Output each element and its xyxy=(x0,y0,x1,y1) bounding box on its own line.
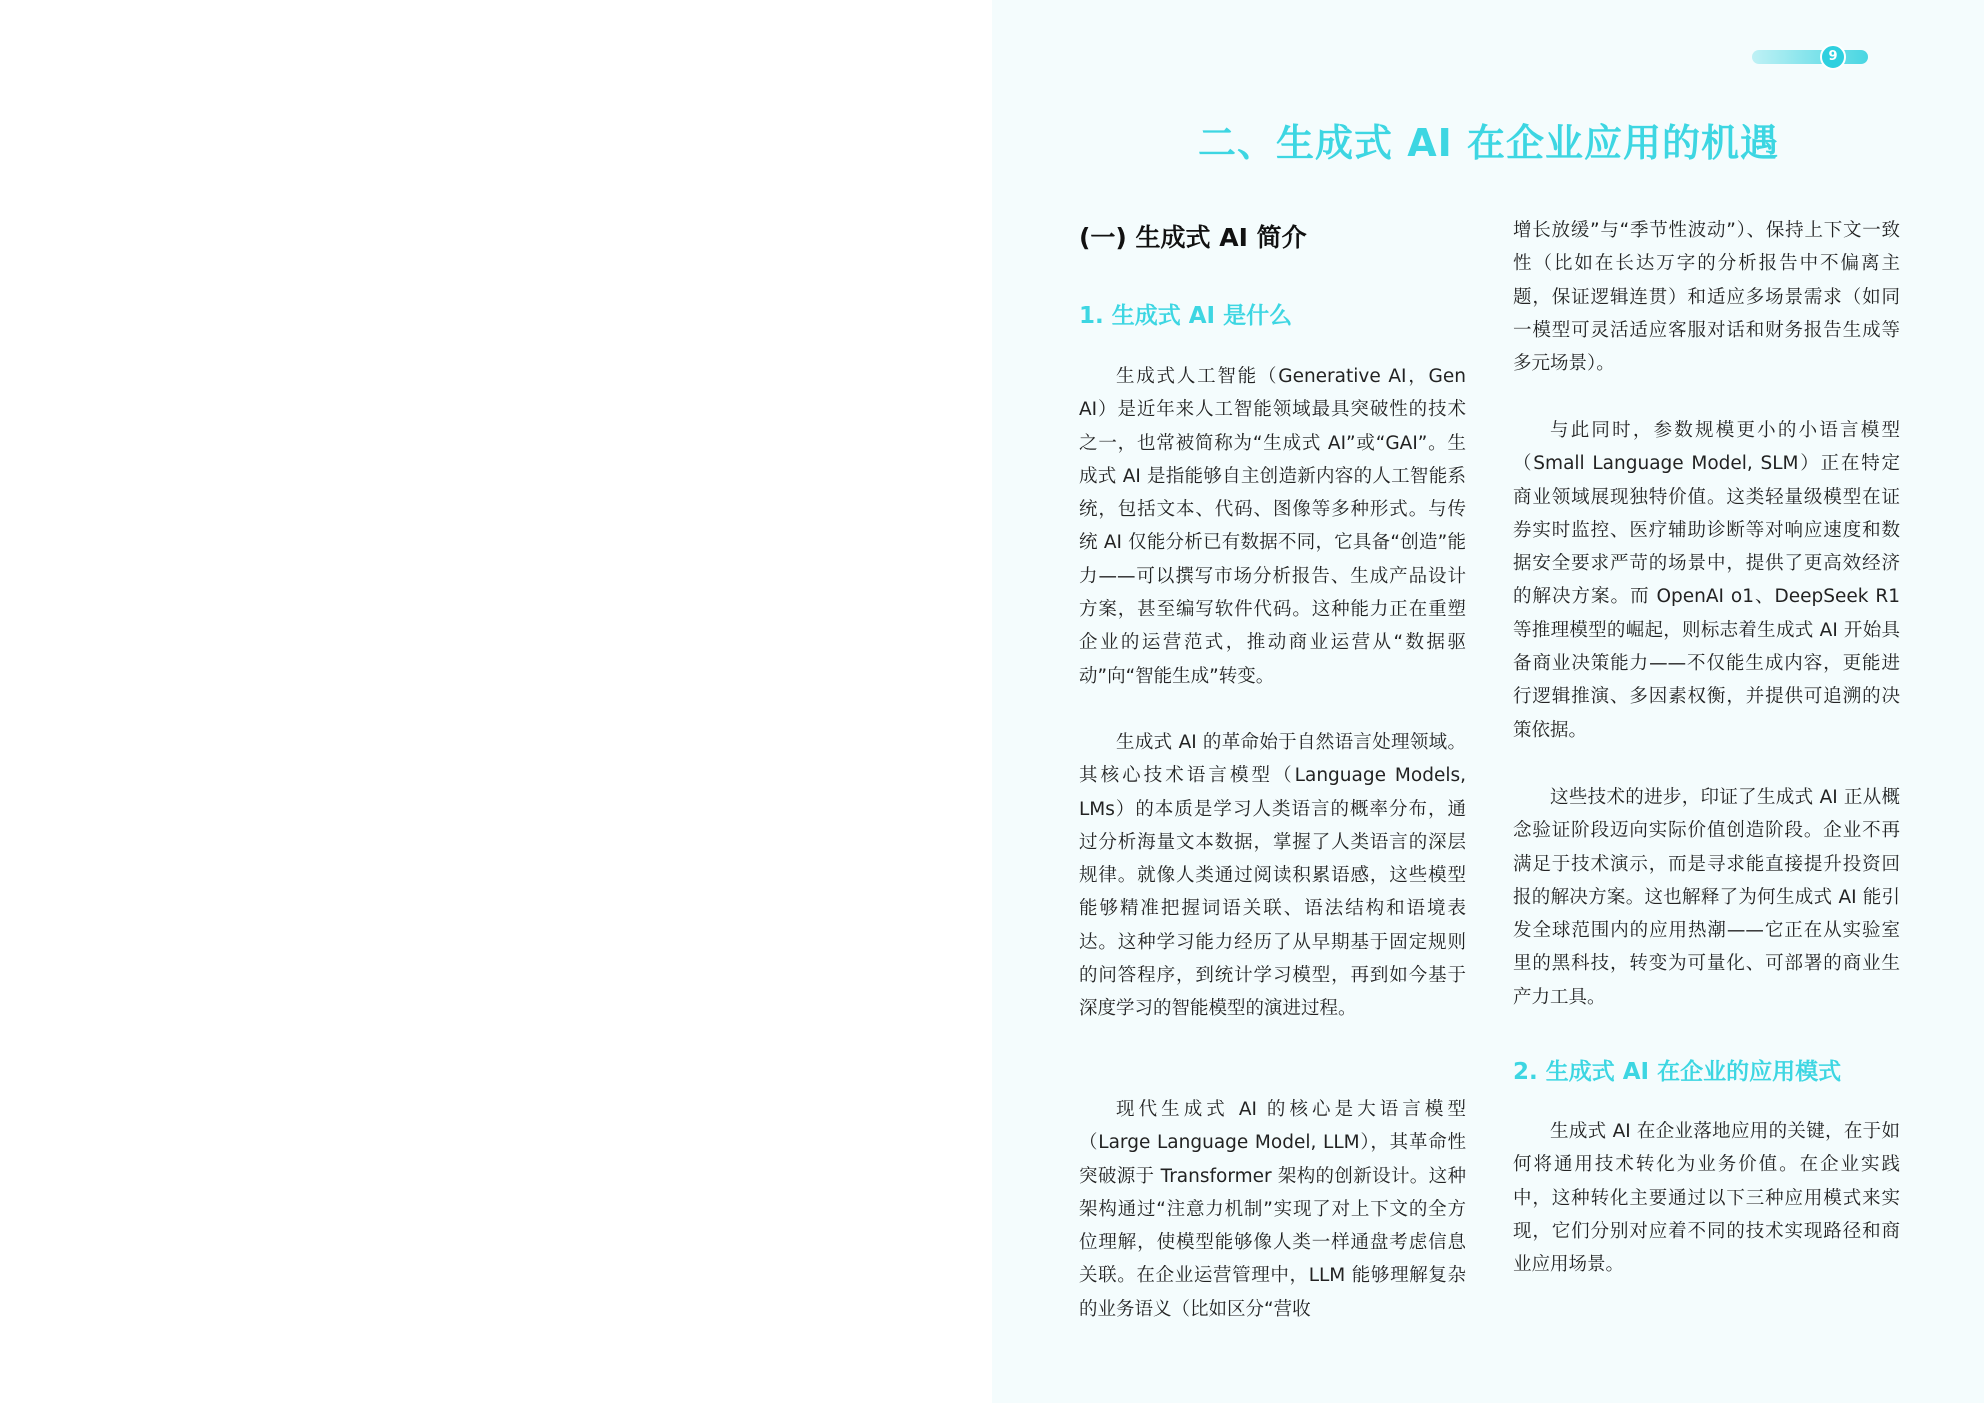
section-title: (一) 生成式 AI 简介 xyxy=(1079,223,1307,252)
subsection-title-application-modes: 2. 生成式 AI 在企业的应用模式 xyxy=(1513,1059,1842,1085)
page-tab-decoration xyxy=(1752,50,1868,64)
paragraph-slm-reasoning: 与此同时，参数规模更小的小语言模型（Small Language Model, SLM）正在特定商业领域展现独特价值。这类轻量级模型在证券实时监控、医疗辅助诊断等对响应速度和数据安全要求严苛的场景中，提供了更高效经济的解决方案。而 OpenAI o1、DeepSeek R1 等推理模型的崛起，则标志着生成式 AI 开始具备商业决策能力——不仅能生成内容，更能进行逻辑推演、多因素权衡，并提供可追溯的决策依据。 xyxy=(1513,420,1900,741)
page-number-badge: 9 xyxy=(1820,44,1846,70)
chapter-title: 二、生成式 AI 在企业应用的机遇 xyxy=(1198,121,1780,165)
paragraph-value-creation: 这些技术的进步，印证了生成式 AI 正从概念验证阶段迈向实际价值创造阶段。企业不再满足于技术演示，而是寻求能直接提升投资回报的解决方案。这也解释了为何生成式 AI 能引发全球范围内的应用热潮——它正在从实验室里的黑科技，转变为可量化、可部署的商业生产力工具。 xyxy=(1513,787,1900,1008)
paragraph-application-modes: 生成式 AI 在企业落地应用的关键，在于如何将通用技术转化为业务价值。在企业实践中，这种转化主要通过以下三种应用模式来实现，它们分别对应着不同的技术实现路径和商业应用场景。 xyxy=(1513,1121,1900,1276)
paragraph-language-models: 生成式 AI 的革命始于自然语言处理领域。其核心技术语言模型（Language Models, LMs）的本质是学习人类语言的概率分布，通过分析海量文本数据，掌握了人类语言的深层规律。就像人类通过阅读积累语感，这些模型能够精准把握词语关联、语法结构和语境表达。这种学习能力经历了从早期基于固定规则的问答程序，到统计学习模型，再到如今基于深度学习的智能模型的演进过程。 xyxy=(1079,732,1466,1020)
paragraph-gen-ai-definition: 生成式人工智能（Generative AI，Gen AI）是近年来人工智能领域最具突破性的技术之一，也常被简称为“生成式 AI”或“GAI”。生成式 AI 是指能够自主创造新内容的人工智能系统，包括文本、代码、图像等多种形式。与传统 AI 仅能分析已有数据不同，它具备“创造”能力——可以撰写市场分析报告、生成产品设计方案，甚至编写软件代码。这种能力正在重塑企业的运营范式，推动商业运营从“数据驱动”向“智能生成”转变。 xyxy=(1079,366,1466,687)
paragraph-llm: 现代生成式 AI 的核心是大语言模型（Large Language Model, LLM），其革命性突破源于 Transformer 架构的创新设计。这种架构通过“注意力机制”实现了对上下文的全方位理解，使模型能够像人类一样通盘考虑信息关联。在企业运营管理中，LLM 能够理解复杂的业务语义（比如区分“营收 xyxy=(1079,1099,1466,1320)
paragraph-llm-continued: 增长放缓”与“季节性波动”）、保持上下文一致性（比如在长达万字的分析报告中不偏离主题，保证逻辑连贯）和适应多场景需求（如同一模型可灵活适应客服对话和财务报告生成等多元场景）。 xyxy=(1513,220,1900,375)
subsection-title-what-is-gen-ai: 1. 生成式 AI 是什么 xyxy=(1079,303,1293,329)
